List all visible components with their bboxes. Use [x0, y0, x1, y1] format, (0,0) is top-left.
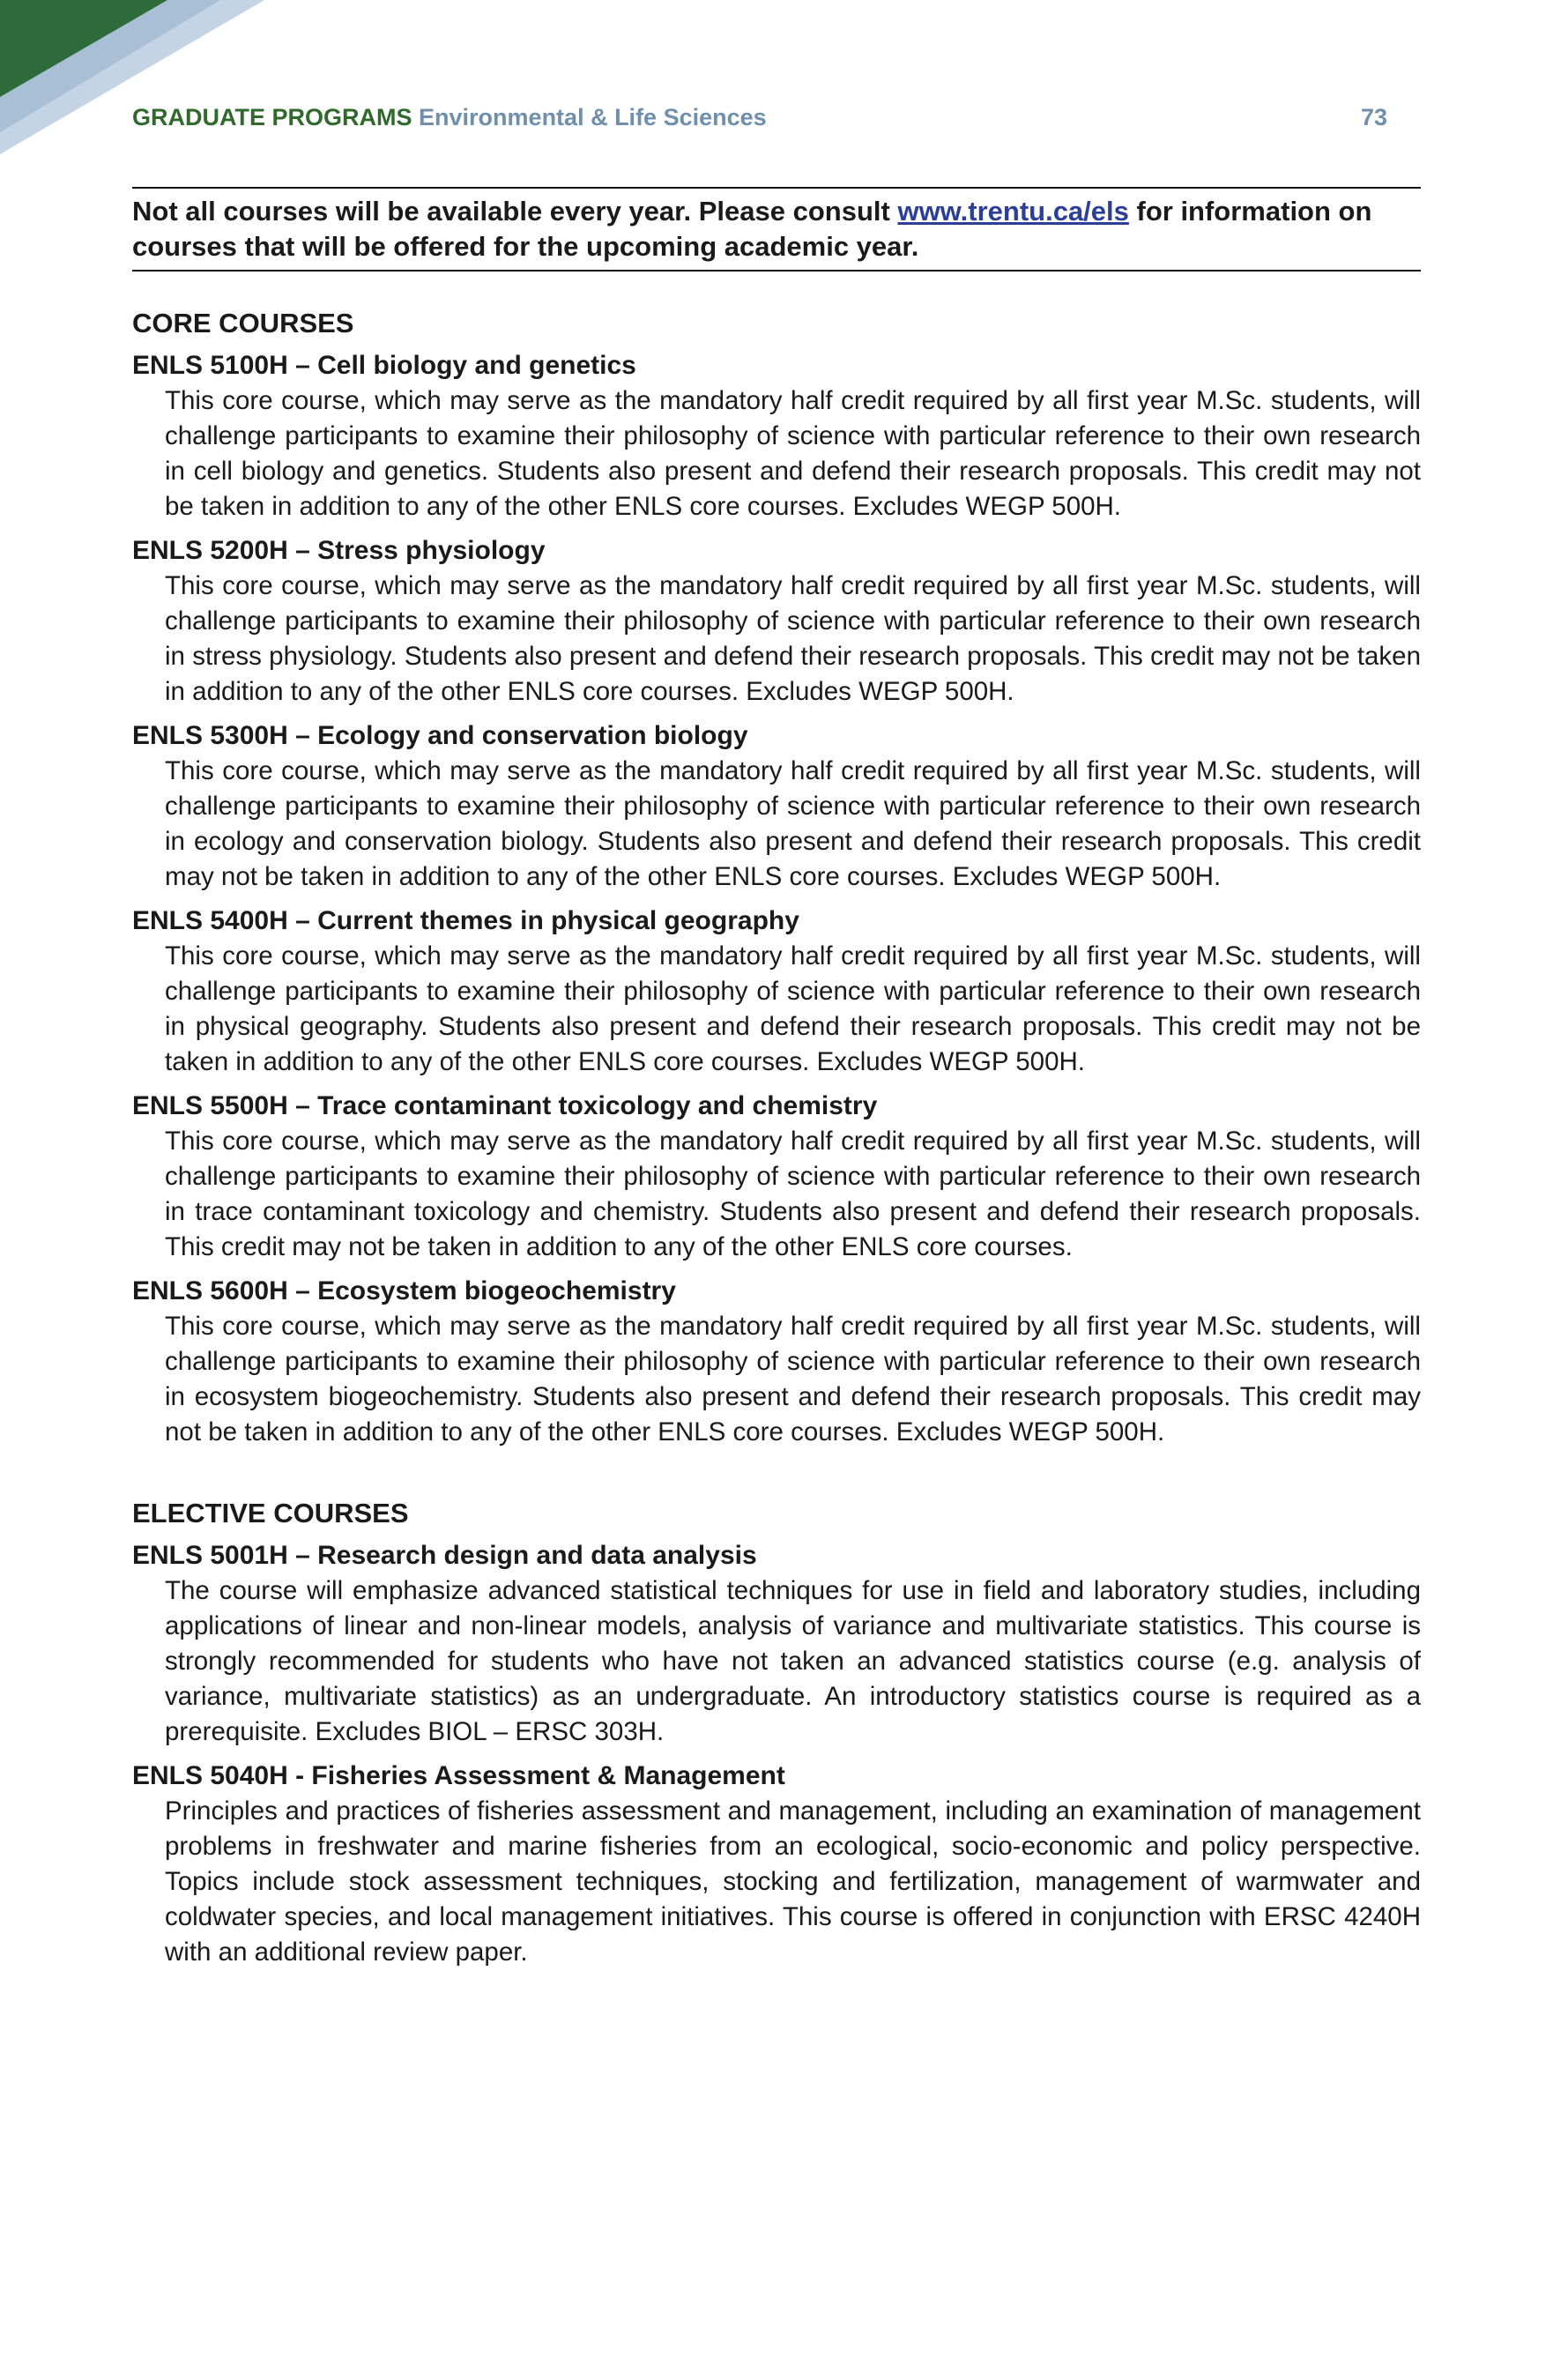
course-entry [132, 1274, 1421, 1450]
course-entry [132, 533, 1421, 710]
running-head [132, 100, 1421, 135]
course-entry [132, 718, 1421, 895]
course-entry [132, 1538, 1421, 1750]
course-title: ENLS 5300H – Ecology and conservation biology [132, 721, 748, 750]
course-description: Principles and practices of fisheries assessment and management, including an examination of management problems in freshwater and marine fisheries from an ecological, socio-economic and policy perspective. Topics include stock assessment techniques, stocking and fertilization, management of warmwater and coldwater species, and local management initiatives. This course is offered in conjunction with ERSC 4240H with an additional review paper. [165, 1796, 1421, 1967]
header-section: GRADUATE PROGRAMS [132, 104, 412, 130]
course-title: ENLS 5500H – Trace contaminant toxicology and chemistry [132, 1091, 878, 1120]
corner-decoration [0, 0, 264, 167]
course-entry [132, 1759, 1421, 1970]
course-description: This core course, which may serve as the mandatory half credit required by all first year M.Sc. students, will challenge participants to examine their philosophy of science with particular reference to their own research in ecology and conservation biology. Students also present and defend their research proposals. This credit may not be taken in addition to any of the other ENLS core courses. Excludes WEGP 500H. [165, 756, 1421, 891]
course-description: This core course, which may serve as the mandatory half credit required by all first year M.Sc. students, will challenge participants to examine their philosophy of science with particular reference to their own research in cell biology and genetics. Students also present and defend their research proposals. This credit may not be taken in addition to any of the other ENLS core courses. Excludes WEGP 500H. [165, 386, 1421, 521]
course-title: ENLS 5040H - Fisheries Assessment & Management [132, 1761, 785, 1790]
els-website-link[interactable]: www.trentu.ca/els [897, 196, 1129, 227]
header-subsection: Environmental & Life Sciences [419, 104, 767, 130]
availability-notice [132, 187, 1421, 271]
course-listing [132, 304, 1421, 1979]
course-entry [132, 904, 1421, 1080]
page-number: 73 [1360, 104, 1387, 130]
course-title: ENLS 5600H – Ecosystem biogeochemistry [132, 1276, 676, 1305]
course-entry [132, 1089, 1421, 1265]
course-title: ENLS 5001H – Research design and data analysis [132, 1541, 757, 1570]
course-description: This core course, which may serve as the mandatory half credit required by all first year M.Sc. students, will challenge participants to examine their philosophy of science with particular reference to their own research in physical geography. Students also present and defend their research proposals. This credit may not be taken in addition to any of the other ENLS core courses. Excludes WEGP 500H. [165, 941, 1421, 1076]
course-title: ENLS 5400H – Current themes in physical geography [132, 906, 799, 935]
notice-text-after: for information on courses that will be offered for the upcoming academic year. [132, 196, 1372, 262]
course-description: This core course, which may serve as the mandatory half credit required by all first year M.Sc. students, will challenge participants to examine their philosophy of science with particular reference to their own research in stress physiology. Students also present and defend their research proposals. This credit may not be taken in addition to any of the other ENLS core courses. Excludes WEGP 500H. [165, 571, 1421, 706]
core-courses-heading: CORE COURSES [132, 308, 354, 338]
course-description: The course will emphasize advanced statistical techniques for use in field and laboratory studies, including applications of linear and non-linear models, analysis of variance and multivariate statistics. This course is strongly recommended for students who have not taken an advanced statistics course (e.g. analysis of variance, multivariate statistics) as an undergraduate. An introductory statistics course is required as a prerequisite. Excludes BIOL – ERSC 303H. [165, 1576, 1421, 1746]
elective-courses-heading: ELECTIVE COURSES [132, 1498, 409, 1528]
course-title: ENLS 5100H – Cell biology and genetics [132, 351, 636, 380]
course-entry [132, 348, 1421, 524]
course-description: This core course, which may serve as the mandatory half credit required by all first year M.Sc. students, will challenge participants to examine their philosophy of science with particular reference to their own research in trace contaminant toxicology and chemistry. Students also present and defend their research proposals. This credit may not be taken in addition to any of the other ENLS core courses. [165, 1127, 1421, 1261]
notice-text-before: Not all courses will be available every year. Please consult [132, 196, 898, 227]
course-description: This core course, which may serve as the mandatory half credit required by all first year M.Sc. students, will challenge participants to examine their philosophy of science with particular reference to their own research in ecosystem biogeochemistry. Students also present and defend their research proposals. This credit may not be taken in addition to any of the other ENLS core courses. Excludes WEGP 500H. [165, 1312, 1421, 1447]
course-title: ENLS 5200H – Stress physiology [132, 536, 546, 565]
